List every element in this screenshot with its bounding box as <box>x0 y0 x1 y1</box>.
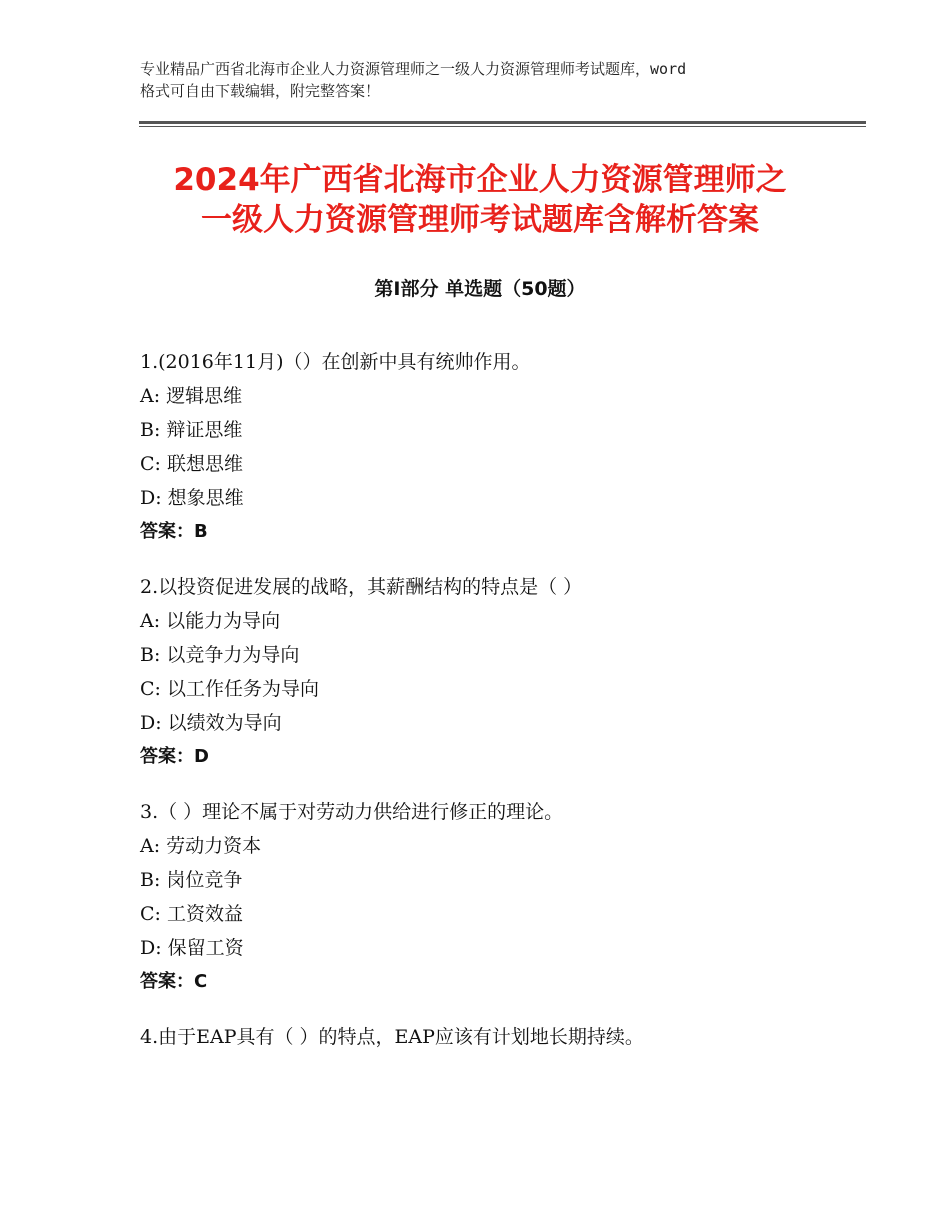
answer-label: 答案：B <box>140 521 208 542</box>
option-c: C: 工资效益 <box>140 903 243 925</box>
answer-label: 答案：D <box>140 746 209 767</box>
header-note-line-1: 专业精品广西省北海市企业人力资源管理师之一级人力资源管理师考试题库，word <box>140 60 687 78</box>
question-1 <box>140 345 860 549</box>
header-divider-thin <box>139 126 866 127</box>
header-note <box>140 58 830 102</box>
document-title <box>100 160 860 240</box>
option-b: B: 辩证思维 <box>140 419 243 441</box>
option-b: B: 以竞争力为导向 <box>140 644 300 666</box>
question-stem: 4.由于EAP具有（ ）的特点，EAP应该有计划地长期持续。 <box>140 1026 644 1048</box>
section-heading: 第Ⅰ部分 单选题（50题） <box>374 278 586 300</box>
question-4 <box>140 1020 860 1054</box>
question-stem: 3.（ ）理论不属于对劳动力供给进行修正的理论。 <box>140 801 564 823</box>
option-c: C: 以工作任务为导向 <box>140 678 319 700</box>
option-a: A: 逻辑思维 <box>140 385 243 407</box>
question-3 <box>140 795 860 999</box>
answer-label: 答案：C <box>140 971 208 992</box>
option-a: A: 劳动力资本 <box>140 835 262 857</box>
option-b: B: 岗位竞争 <box>140 869 243 891</box>
question-stem: 2.以投资促进发展的战略，其薪酬结构的特点是（ ） <box>140 576 583 598</box>
question-2 <box>140 570 860 774</box>
option-d: D: 以绩效为导向 <box>140 712 282 734</box>
question-stem: 1.(2016年11月)（）在创新中具有统帅作用。 <box>140 351 531 373</box>
question-list <box>140 345 860 1075</box>
header-divider-thick <box>139 121 866 124</box>
option-d: D: 想象思维 <box>140 487 244 509</box>
option-a: A: 以能力为导向 <box>140 610 281 632</box>
option-c: C: 联想思维 <box>140 453 243 475</box>
option-d: D: 保留工资 <box>140 937 244 959</box>
document-title-line-1: 2024年广西省北海市企业人力资源管理师之 <box>173 162 787 198</box>
header-note-line-2: 格式可自由下载编辑，附完整答案！ <box>140 82 381 100</box>
document-title-line-2: 一级人力资源管理师考试题库含解析答案 <box>201 202 759 238</box>
